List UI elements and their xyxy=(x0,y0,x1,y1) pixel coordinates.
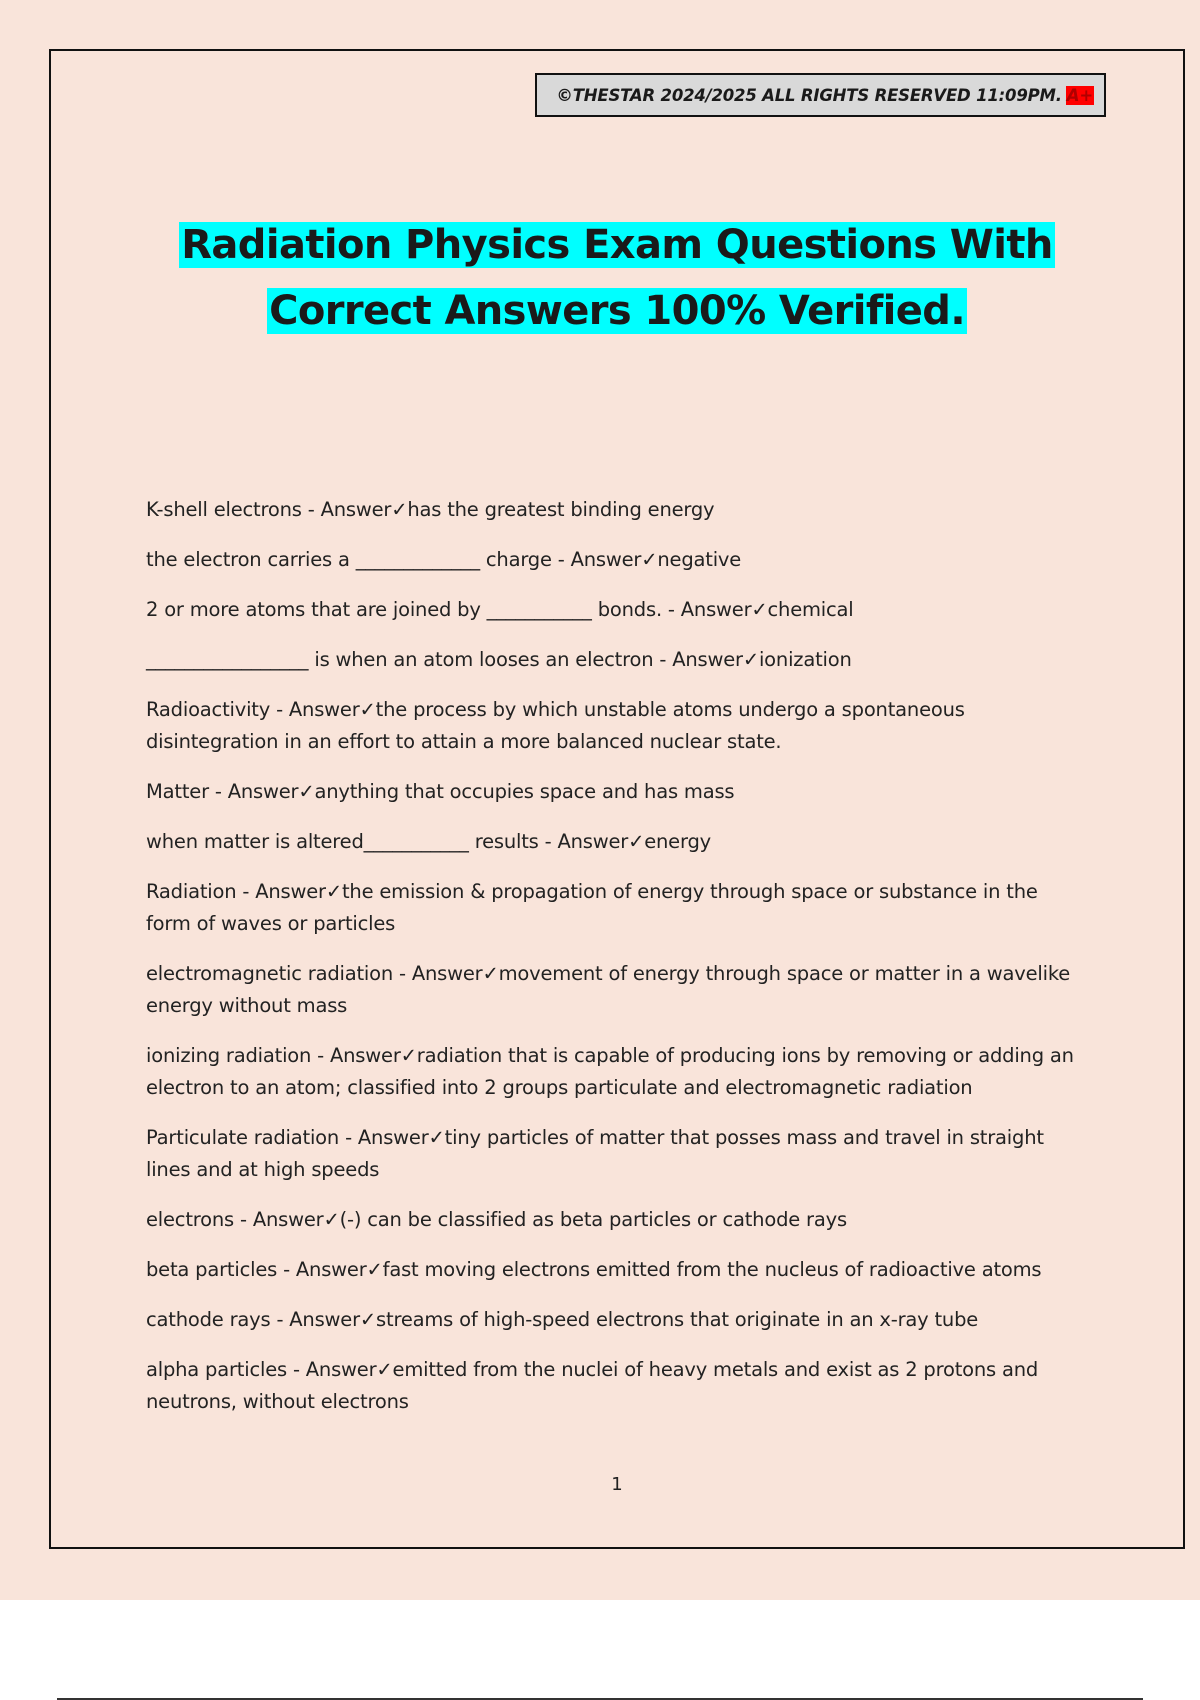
copyright-header xyxy=(535,73,1106,117)
qa-list xyxy=(146,494,1076,1436)
qa-item: _________________ is when an atom looses an electron - Answer✓ionization xyxy=(146,648,852,671)
qa-item: alpha particles - Answer✓emitted from the nuclei of heavy metals and exist as 2 protons and neutrons, without electrons xyxy=(146,1358,1039,1413)
title-line-2: Correct Answers 100% Verified. xyxy=(269,288,965,334)
grade-badge: A+ xyxy=(1066,85,1093,105)
qa-item: K-shell electrons - Answer✓has the greatest binding energy xyxy=(146,498,715,521)
qa-item: Matter - Answer✓anything that occupies space and has mass xyxy=(146,780,735,803)
qa-item: 2 or more atoms that are joined by ___________ bonds. - Answer✓chemical xyxy=(146,598,854,621)
qa-item: Radiation - Answer✓the emission & propagation of energy through space or substance in the form of waves or particles xyxy=(146,880,1038,935)
copyright-text: ©THESTAR 2024/2025 ALL RIGHTS RESERVED 11:09PM. xyxy=(556,85,1062,105)
title-line-1: Radiation Physics Exam Questions With xyxy=(181,222,1053,268)
page-number: 1 xyxy=(611,1474,623,1495)
qa-item: electrons - Answer✓(-) can be classified as beta particles or cathode rays xyxy=(146,1208,847,1231)
document-title xyxy=(100,212,1134,344)
qa-item: electromagnetic radiation - Answer✓movement of energy through space or matter in a wavelike energy without mass xyxy=(146,962,1071,1017)
qa-item: cathode rays - Answer✓streams of high-speed electrons that originate in an x-ray tube xyxy=(146,1308,979,1331)
qa-item: ionizing radiation - Answer✓radiation that is capable of producing ions by removing or adding an electron to an atom; classified into 2 groups particulate and electromagnetic radiation xyxy=(146,1044,1074,1099)
qa-item: Radioactivity - Answer✓the process by which unstable atoms undergo a spontaneous disintegration in an effort to attain a more balanced nuclear state. xyxy=(146,698,965,753)
qa-item: beta particles - Answer✓fast moving electrons emitted from the nucleus of radioactive atoms xyxy=(146,1258,1042,1281)
qa-item: the electron carries a _____________ charge - Answer✓negative xyxy=(146,548,742,571)
qa-item: when matter is altered___________ results - Answer✓energy xyxy=(146,830,711,853)
qa-item: Particulate radiation - Answer✓tiny particles of matter that posses mass and travel in straight lines and at high speeds xyxy=(146,1126,1044,1181)
